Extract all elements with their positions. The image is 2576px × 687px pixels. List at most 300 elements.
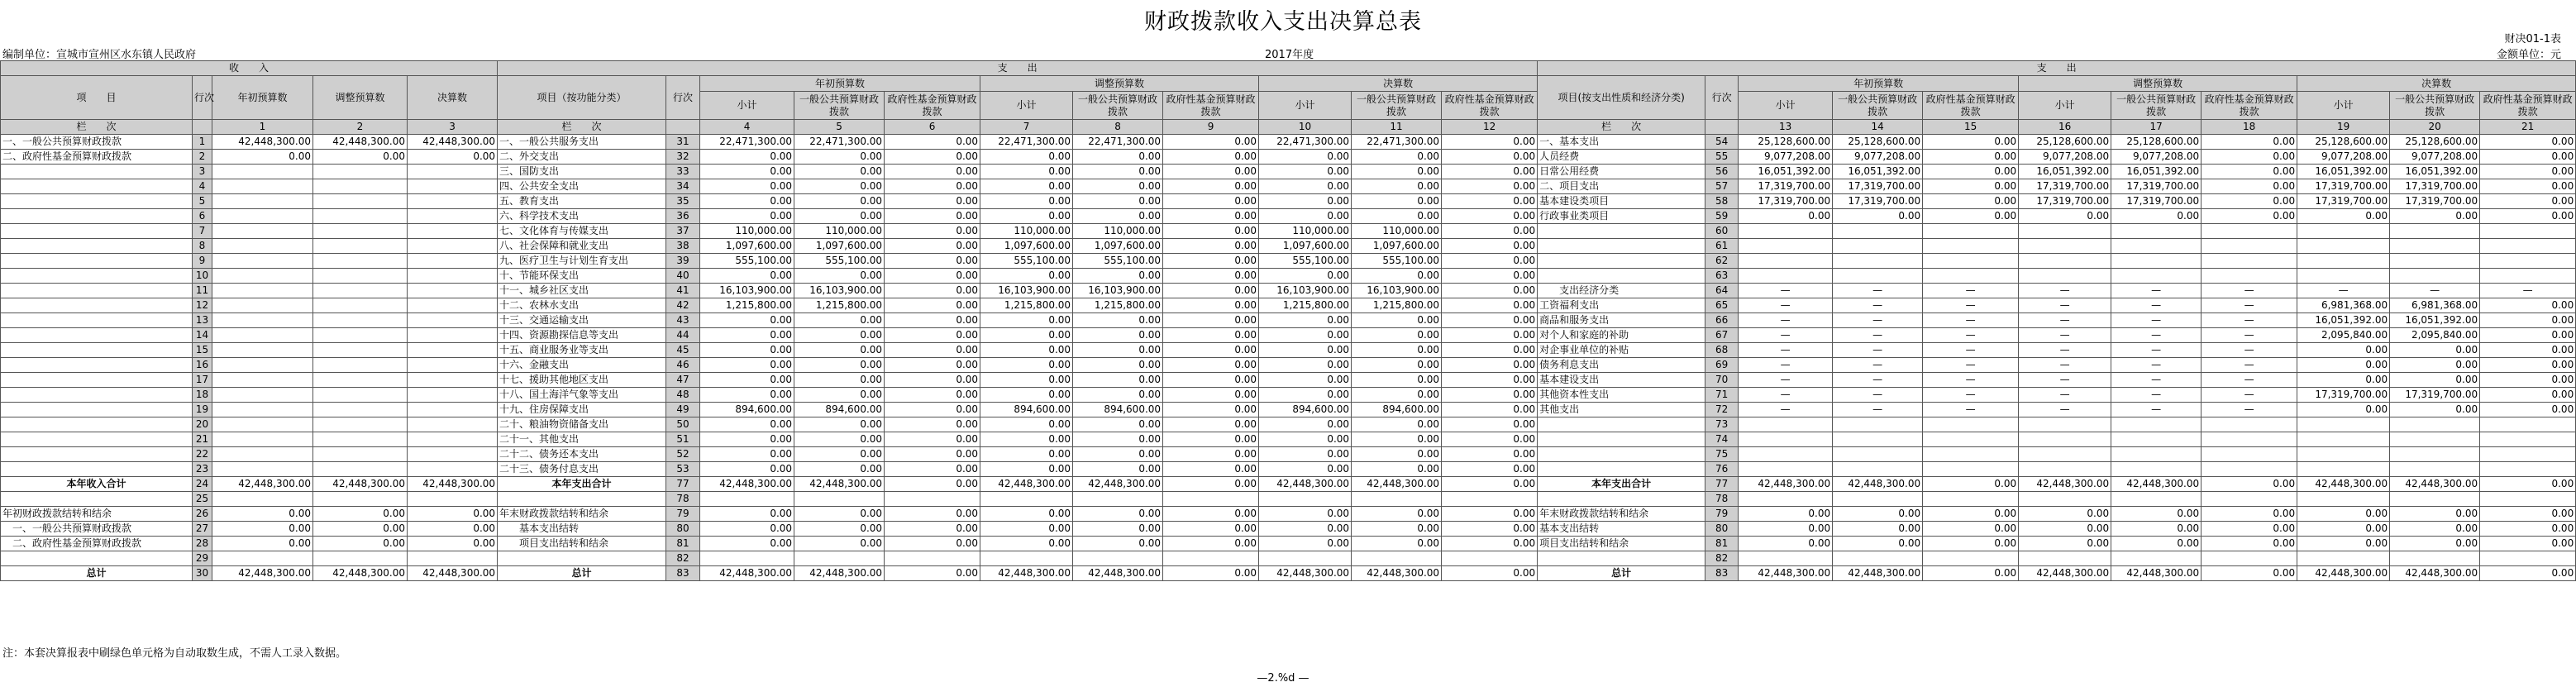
func-value-cell: 0.00 [1163, 254, 1259, 269]
econ-item-label: 二、项目支出 [1538, 179, 1705, 194]
func-value-cell: 0.00 [1352, 269, 1442, 284]
econ-value-cell: — [1739, 373, 1833, 388]
general-budget-header: 一般公共预算财政拨款 [1352, 92, 1442, 120]
func-item-label: 十一、城乡社区支出 [498, 284, 666, 298]
econ-value-cell: 0.00 [1923, 537, 2019, 551]
econ-value-cell [2297, 432, 2390, 447]
econ-value-cell [2390, 492, 2480, 507]
func-value-cell: 0.00 [794, 373, 885, 388]
econ-value-cell: 0.00 [2390, 403, 2480, 417]
econ-value-cell [1833, 239, 1923, 254]
subtotal-header: 小计 [1739, 92, 1833, 120]
econ-value-cell: 0.00 [2390, 209, 2480, 224]
func-value-cell: 0.00 [1352, 522, 1442, 537]
income-line-no: 7 [193, 224, 212, 239]
econ-value-cell: 0.00 [2111, 537, 2202, 551]
econ-value-cell [2297, 269, 2390, 284]
income-line-no: 4 [193, 179, 212, 194]
func-value-cell: 0.00 [1163, 566, 1259, 581]
func-value-cell: 22,471,300.00 [1073, 135, 1163, 150]
func-value-cell: 0.00 [1163, 298, 1259, 313]
income-item-label: 二、政府性基金预算财政拨款 [1, 537, 193, 551]
func-value-cell: 0.00 [1352, 507, 1442, 522]
func-value-cell: 0.00 [980, 522, 1073, 537]
func-value-cell: 0.00 [1163, 269, 1259, 284]
func-value-cell: 0.00 [885, 165, 980, 179]
income-final-value: 0.00 [408, 507, 498, 522]
func-value-cell: 0.00 [885, 239, 980, 254]
econ-value-cell: 25,128,600.00 [1833, 135, 1923, 150]
income-final-value [408, 179, 498, 194]
econ-value-cell [2111, 551, 2202, 566]
income-initial-value [212, 239, 313, 254]
income-adjusted-value [313, 269, 408, 284]
org-label: 编制单位：宣城市宣州区水东镇人民政府 [2, 49, 197, 61]
func-value-cell: 0.00 [1073, 150, 1163, 165]
func-value-cell: 0.00 [1352, 432, 1442, 447]
econ-value-cell: 0.00 [2297, 403, 2390, 417]
func-value-cell: 0.00 [1352, 343, 1442, 358]
econ-value-cell [2019, 551, 2111, 566]
econ-value-cell: 0.00 [2019, 209, 2111, 224]
year-label: 2017年度 [1265, 49, 1314, 61]
func-value-cell: 0.00 [1259, 388, 1352, 403]
econ-value-cell [1923, 269, 2019, 284]
econ-item-label: 工资福利支出 [1538, 298, 1705, 313]
income-initial-value [212, 462, 313, 477]
income-adjusted-value [313, 165, 408, 179]
func-value-cell: 0.00 [1442, 239, 1538, 254]
func-value-cell: 42,448,300.00 [1073, 566, 1163, 581]
econ-value-cell [2297, 462, 2390, 477]
econ-value-cell: 42,448,300.00 [2111, 477, 2202, 492]
func-value-cell: 0.00 [700, 373, 794, 388]
func-value-cell: 0.00 [1352, 358, 1442, 373]
econ-value-cell: 0.00 [2202, 179, 2297, 194]
income-adjusted-value [313, 358, 408, 373]
econ-value-cell [2111, 239, 2202, 254]
general-budget-header: 一般公共预算财政拨款 [2390, 92, 2480, 120]
econ-item-label: 项目支出结转和结余 [1538, 537, 1705, 551]
func-value-cell [700, 551, 794, 566]
func-value-cell: 0.00 [794, 522, 885, 537]
econ-value-cell: 0.00 [2480, 507, 2576, 522]
econ-value-cell: 6,981,368.00 [2390, 298, 2480, 313]
econ-value-cell: 0.00 [2202, 507, 2297, 522]
income-initial-value [212, 284, 313, 298]
econ-value-cell: 0.00 [2202, 135, 2297, 150]
econ-value-cell [2202, 417, 2297, 432]
func-value-cell: 0.00 [1442, 269, 1538, 284]
func-value-cell: 0.00 [700, 522, 794, 537]
econ-item-label: 对个人和家庭的补助 [1538, 328, 1705, 343]
func-value-cell: 0.00 [1442, 209, 1538, 224]
func-value-cell: 1,097,600.00 [1352, 239, 1442, 254]
table-row [1, 165, 2576, 179]
econ-item-label: 年末财政拨款结转和结余 [1538, 507, 1705, 522]
econ-value-cell: 16,051,392.00 [1739, 165, 1833, 179]
econ-value-cell: — [2202, 343, 2297, 358]
func-value-cell [1073, 492, 1163, 507]
func-value-cell: 0.00 [1442, 328, 1538, 343]
econ-value-cell [2019, 224, 2111, 239]
line-no-header: 行次 [193, 76, 212, 120]
func-value-cell: 0.00 [1073, 358, 1163, 373]
econ-value-cell [2390, 432, 2480, 447]
econ-item-label [1538, 417, 1705, 432]
econ-value-cell: 0.00 [2480, 566, 2576, 581]
func-value-cell: 16,103,900.00 [1352, 284, 1442, 298]
econ-value-cell: 42,448,300.00 [1833, 477, 1923, 492]
econ-item-header: 项目(按支出性质和经济分类) [1538, 76, 1705, 120]
col-number: 2 [313, 120, 408, 135]
income-line-no: 21 [193, 432, 212, 447]
econ-value-cell: 0.00 [1739, 507, 1833, 522]
econ-value-cell: 0.00 [1923, 522, 2019, 537]
page-footer: —2.%d — [1257, 672, 1309, 685]
func-value-cell: 1,215,800.00 [700, 298, 794, 313]
col-number: 17 [2111, 120, 2202, 135]
func-value-cell: 0.00 [980, 507, 1073, 522]
income-item-label [1, 239, 193, 254]
econ-value-cell: 0.00 [1833, 537, 1923, 551]
func-value-cell: 0.00 [1442, 417, 1538, 432]
income-adjusted-value: 42,448,300.00 [313, 135, 408, 150]
econ-line-no: 79 [1705, 507, 1739, 522]
econ-item-label: 一、基本支出 [1538, 135, 1705, 150]
econ-value-cell [2111, 224, 2202, 239]
func-value-cell: 0.00 [885, 537, 980, 551]
econ-value-cell: — [2111, 328, 2202, 343]
func-item-label: 二十三、债务付息支出 [498, 462, 666, 477]
econ-value-cell: — [2202, 284, 2297, 298]
func-value-cell: 0.00 [885, 417, 980, 432]
econ-value-cell: 42,448,300.00 [2111, 566, 2202, 581]
func-value-cell: 0.00 [1259, 313, 1352, 328]
econ-value-cell [1833, 432, 1923, 447]
income-item-label: 年初财政拨款结转和结余 [1, 507, 193, 522]
func-item-label: 项目支出结转和结余 [498, 537, 666, 551]
econ-value-cell: 16,051,392.00 [2019, 165, 2111, 179]
econ-value-cell: — [1833, 313, 1923, 328]
econ-value-cell [2111, 269, 2202, 284]
func-value-cell: 0.00 [1163, 417, 1259, 432]
func-value-cell: 0.00 [1163, 477, 1259, 492]
econ-value-cell: — [1833, 373, 1923, 388]
income-adjusted-value [313, 254, 408, 269]
func-value-cell: 1,215,800.00 [794, 298, 885, 313]
func-line-no: 45 [666, 343, 700, 358]
func-value-cell: 0.00 [1163, 194, 1259, 209]
func-item-label: 二十、粮油物资储备支出 [498, 417, 666, 432]
func-item-label [498, 551, 666, 566]
table-row [1, 477, 2576, 492]
econ-value-cell [2202, 432, 2297, 447]
func-value-cell: 0.00 [1163, 388, 1259, 403]
econ-value-cell [2019, 269, 2111, 284]
func-value-cell: 16,103,900.00 [980, 284, 1073, 298]
econ-value-cell [2019, 239, 2111, 254]
econ-value-cell: — [2019, 388, 2111, 403]
table-row [1, 313, 2576, 328]
col-number: 14 [1833, 120, 1923, 135]
income-line-no: 23 [193, 462, 212, 477]
func-line-no: 83 [666, 566, 700, 581]
econ-value-cell [2202, 239, 2297, 254]
func-value-cell: 0.00 [794, 165, 885, 179]
econ-line-no: 61 [1705, 239, 1739, 254]
income-final-value [408, 358, 498, 373]
econ-value-cell: — [1923, 388, 2019, 403]
econ-value-cell: 42,448,300.00 [2297, 477, 2390, 492]
income-final-value: 42,448,300.00 [408, 477, 498, 492]
func-value-cell: 0.00 [1259, 432, 1352, 447]
lanci-empty [1705, 120, 1739, 135]
func-value-cell: 0.00 [885, 462, 980, 477]
func-value-cell: 0.00 [700, 388, 794, 403]
econ-value-cell: — [1833, 343, 1923, 358]
func-value-cell [1163, 492, 1259, 507]
income-item-label [1, 417, 193, 432]
econ-value-cell [2202, 269, 2297, 284]
func-value-cell: 894,600.00 [980, 403, 1073, 417]
income-item-label [1, 254, 193, 269]
func-value-cell: 894,600.00 [794, 403, 885, 417]
func-item-label: 十四、资源勘探信息等支出 [498, 328, 666, 343]
econ-value-cell [1923, 254, 2019, 269]
income-item-label [1, 358, 193, 373]
econ-value-cell: 9,077,208.00 [2019, 150, 2111, 165]
econ-value-cell: 17,319,700.00 [1739, 194, 1833, 209]
income-line-no: 20 [193, 417, 212, 432]
econ-value-cell [1833, 269, 1923, 284]
table-row [1, 194, 2576, 209]
func-value-cell: 1,215,800.00 [1259, 298, 1352, 313]
col-number: 21 [2480, 120, 2576, 135]
col-number: 9 [1163, 120, 1259, 135]
econ-value-cell: 9,077,208.00 [2111, 150, 2202, 165]
func-value-cell: 0.00 [1163, 179, 1259, 194]
income-line-no: 18 [193, 388, 212, 403]
func-value-cell: 0.00 [700, 150, 794, 165]
income-line-no: 16 [193, 358, 212, 373]
col-number: 3 [408, 120, 498, 135]
income-adjusted-value [313, 447, 408, 462]
func-line-no: 34 [666, 179, 700, 194]
func-value-cell: 1,215,800.00 [1073, 298, 1163, 313]
func-value-cell: 0.00 [1259, 417, 1352, 432]
func-value-cell: 0.00 [1163, 537, 1259, 551]
func-line-no: 37 [666, 224, 700, 239]
item-header: 项 目 [1, 76, 193, 120]
econ-value-cell: — [1923, 284, 2019, 298]
econ-value-cell [2390, 417, 2480, 432]
func-value-cell: 0.00 [1163, 462, 1259, 477]
econ-value-cell [2390, 224, 2480, 239]
line-no-header: 行次 [666, 76, 700, 120]
report-title: 财政拨款收入支出决算总表 [1144, 9, 1422, 35]
income-item-label [1, 447, 193, 462]
func-value-cell: 0.00 [1073, 343, 1163, 358]
econ-item-label [1538, 254, 1705, 269]
econ-item-label: 商品和服务支出 [1538, 313, 1705, 328]
econ-value-cell: 9,077,208.00 [1739, 150, 1833, 165]
income-item-label [1, 551, 193, 566]
income-final-value: 0.00 [408, 537, 498, 551]
econ-value-cell: — [1833, 358, 1923, 373]
econ-value-cell: 0.00 [2480, 135, 2576, 150]
income-line-no: 30 [193, 566, 212, 581]
func-item-label: 一、一般公共服务支出 [498, 135, 666, 150]
econ-value-cell: 6,981,368.00 [2297, 298, 2390, 313]
econ-value-cell: 16,051,392.00 [2297, 165, 2390, 179]
income-initial-value [212, 551, 313, 566]
subtotal-header: 小计 [980, 92, 1073, 120]
econ-value-cell: 0.00 [1739, 209, 1833, 224]
econ-item-label: 日常公用经费 [1538, 165, 1705, 179]
subtotal-header: 小计 [2297, 92, 2390, 120]
func-value-cell [1073, 551, 1163, 566]
func-value-cell: 0.00 [1073, 522, 1163, 537]
table-row [1, 417, 2576, 432]
income-adjusted-value [313, 462, 408, 477]
col-number: 8 [1073, 120, 1163, 135]
func-value-cell: 22,471,300.00 [1352, 135, 1442, 150]
table-row [1, 328, 2576, 343]
econ-line-no: 71 [1705, 388, 1739, 403]
func-value-cell: 0.00 [885, 447, 980, 462]
econ-line-no: 69 [1705, 358, 1739, 373]
income-line-no: 2 [193, 150, 212, 165]
table-row [1, 432, 2576, 447]
econ-value-cell: — [2202, 328, 2297, 343]
econ-value-cell [1833, 254, 1923, 269]
func-value-cell: 0.00 [885, 343, 980, 358]
econ-value-cell: 0.00 [1833, 507, 1923, 522]
econ-value-cell: 42,448,300.00 [1739, 566, 1833, 581]
econ-value-cell [1833, 462, 1923, 477]
econ-item-label: 基本支出结转 [1538, 522, 1705, 537]
econ-value-cell [1739, 551, 1833, 566]
income-line-no: 5 [193, 194, 212, 209]
econ-line-no: 57 [1705, 179, 1739, 194]
income-initial-value: 42,448,300.00 [212, 135, 313, 150]
func-value-cell: 110,000.00 [794, 224, 885, 239]
func-value-cell: 0.00 [1442, 432, 1538, 447]
econ-item-label: 其他支出 [1538, 403, 1705, 417]
func-item-label: 七、文化体育与传媒支出 [498, 224, 666, 239]
func-value-cell: 42,448,300.00 [700, 477, 794, 492]
income-adjusted-value [313, 551, 408, 566]
econ-value-cell [2480, 462, 2576, 477]
func-value-cell: 0.00 [1259, 194, 1352, 209]
table-row [1, 150, 2576, 165]
initial-budget-header: 年初预算数 [212, 76, 313, 120]
econ-value-cell [2390, 269, 2480, 284]
econ-value-cell [2297, 239, 2390, 254]
func-value-cell: 894,600.00 [1259, 403, 1352, 417]
func-value-cell: 0.00 [794, 269, 885, 284]
econ-value-cell: 0.00 [2480, 150, 2576, 165]
econ-value-cell: 17,319,700.00 [2297, 388, 2390, 403]
econ-value-cell: 0.00 [1923, 566, 2019, 581]
econ-value-cell [2111, 417, 2202, 432]
func-value-cell: 0.00 [1352, 462, 1442, 477]
econ-value-cell [2297, 254, 2390, 269]
income-adjusted-value: 0.00 [313, 537, 408, 551]
gov-fund-header: 政府性基金预算财政拨款 [2480, 92, 2576, 120]
econ-value-cell: — [2019, 313, 2111, 328]
econ-value-cell: 17,319,700.00 [2297, 179, 2390, 194]
col-number: 13 [1739, 120, 1833, 135]
func-value-cell: 0.00 [1073, 313, 1163, 328]
econ-value-cell: 0.00 [2019, 537, 2111, 551]
func-value-cell: 0.00 [1259, 179, 1352, 194]
income-line-no: 25 [193, 492, 212, 507]
econ-value-cell: 0.00 [2297, 507, 2390, 522]
general-budget-header: 一般公共预算财政拨款 [2111, 92, 2202, 120]
econ-value-cell [2019, 254, 2111, 269]
func-line-no: 38 [666, 239, 700, 254]
econ-value-cell [2297, 447, 2390, 462]
income-line-no: 3 [193, 165, 212, 179]
func-value-cell: 0.00 [794, 388, 885, 403]
func-value-cell: 0.00 [1073, 417, 1163, 432]
econ-value-cell: 42,448,300.00 [2390, 477, 2480, 492]
func-value-cell: 0.00 [980, 209, 1073, 224]
func-value-cell: 0.00 [700, 269, 794, 284]
econ-value-cell [1739, 239, 1833, 254]
func-value-cell: 0.00 [794, 194, 885, 209]
econ-value-cell [2111, 432, 2202, 447]
econ-value-cell: — [2390, 284, 2480, 298]
econ-line-no: 62 [1705, 254, 1739, 269]
func-value-cell: 0.00 [885, 432, 980, 447]
econ-value-cell [2019, 417, 2111, 432]
func-value-cell: 110,000.00 [1073, 224, 1163, 239]
income-adjusted-value [313, 343, 408, 358]
econ-value-cell: — [1923, 313, 2019, 328]
income-initial-value [212, 373, 313, 388]
initial-budget-header: 年初预算数 [700, 76, 980, 92]
econ-value-cell: 17,319,700.00 [2390, 179, 2480, 194]
econ-value-cell: 16,051,392.00 [2390, 165, 2480, 179]
func-value-cell [980, 551, 1073, 566]
table-row [1, 224, 2576, 239]
income-initial-value [212, 403, 313, 417]
econ-value-cell: 0.00 [2390, 507, 2480, 522]
func-value-cell: 0.00 [1442, 224, 1538, 239]
func-value-cell [1163, 551, 1259, 566]
econ-value-cell: 0.00 [2480, 537, 2576, 551]
econ-value-cell: 25,128,600.00 [1739, 135, 1833, 150]
func-item-label: 基本支出结转 [498, 522, 666, 537]
income-adjusted-value [313, 194, 408, 209]
func-item-label: 十七、援助其他地区支出 [498, 373, 666, 388]
func-value-cell: 0.00 [1073, 388, 1163, 403]
func-value-cell: 16,103,900.00 [1073, 284, 1163, 298]
func-value-cell: 0.00 [794, 462, 885, 477]
final-amount-header: 决算数 [2297, 76, 2576, 92]
income-initial-value: 42,448,300.00 [212, 566, 313, 581]
col-number: 7 [980, 120, 1073, 135]
income-initial-value [212, 179, 313, 194]
report-meta [0, 45, 2566, 60]
econ-item-label: 行政事业类项目 [1538, 209, 1705, 224]
func-value-cell [794, 492, 885, 507]
func-value-cell: 0.00 [1352, 388, 1442, 403]
income-initial-value [212, 313, 313, 328]
